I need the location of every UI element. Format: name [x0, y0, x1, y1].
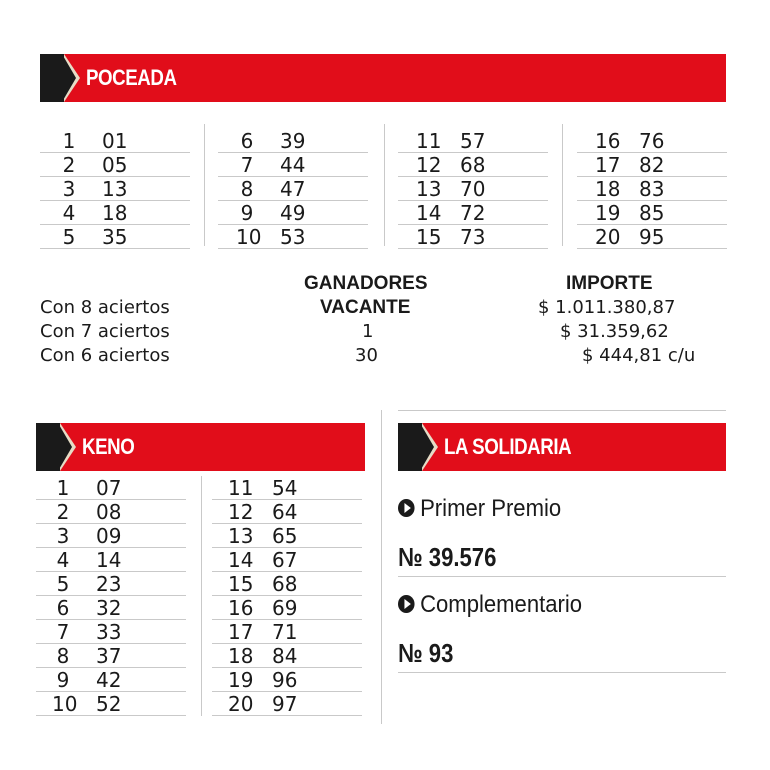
drawn-number: 57	[460, 129, 486, 153]
draw-position: 14	[416, 201, 442, 225]
result-row	[398, 177, 548, 201]
result-row	[212, 548, 362, 572]
result-row	[212, 620, 362, 644]
drawn-number: 54	[272, 476, 298, 500]
draw-position: 10	[236, 225, 262, 249]
result-row	[36, 668, 186, 692]
prize-label-7: Con 7 aciertos	[40, 321, 170, 342]
result-row	[398, 153, 548, 177]
result-row	[212, 524, 362, 548]
drawn-number: 71	[272, 620, 298, 644]
drawn-number: 42	[96, 668, 122, 692]
prize-importe-6: $ 444,81 c/u	[582, 345, 696, 366]
draw-position: 17	[228, 620, 254, 644]
result-row	[36, 644, 186, 668]
result-row	[218, 201, 368, 225]
ganadores-header: GANADORES	[304, 273, 428, 294]
result-row	[212, 596, 362, 620]
result-row	[40, 225, 190, 249]
draw-position: 1	[62, 129, 76, 153]
draw-position: 7	[56, 620, 70, 644]
draw-position: 16	[595, 129, 621, 153]
result-row	[212, 500, 362, 524]
prize-ganadores-6: 30	[355, 345, 378, 366]
result-row	[36, 548, 186, 572]
drawn-number: 13	[102, 177, 128, 201]
play-circle-icon	[398, 595, 415, 613]
result-row	[218, 153, 368, 177]
drawn-number: 35	[102, 225, 128, 249]
draw-position: 5	[62, 225, 76, 249]
prize-ganadores-7: 1	[362, 321, 374, 342]
drawn-number: 76	[639, 129, 665, 153]
drawn-number: 47	[280, 177, 306, 201]
chevron-inner	[58, 423, 72, 471]
drawn-number: 39	[280, 129, 306, 153]
result-row	[212, 692, 362, 716]
header-dark-block	[398, 423, 422, 471]
result-row	[218, 225, 368, 249]
draw-position: 20	[595, 225, 621, 249]
result-row	[40, 153, 190, 177]
drawn-number: 52	[96, 692, 122, 716]
draw-position: 1	[56, 476, 70, 500]
draw-position: 3	[56, 524, 70, 548]
result-row	[212, 644, 362, 668]
primer-premio-label: Primer Premio	[420, 495, 562, 522]
primer-premio-number: № 39.576	[398, 542, 497, 572]
drawn-number: 70	[460, 177, 486, 201]
draw-position: 18	[595, 177, 621, 201]
draw-position: 13	[416, 177, 442, 201]
draw-position: 11	[416, 129, 442, 153]
draw-position: 19	[595, 201, 621, 225]
poceada-header	[40, 54, 726, 102]
solidaria-header	[398, 423, 726, 471]
draw-position: 9	[56, 668, 70, 692]
drawn-number: 09	[96, 524, 122, 548]
prize-label-6: Con 6 aciertos	[40, 345, 170, 366]
result-row	[36, 692, 186, 716]
chevron-inner	[62, 54, 76, 102]
drawn-number: 33	[96, 620, 122, 644]
draw-position: 14	[228, 548, 254, 572]
drawn-number: 83	[639, 177, 665, 201]
keno-title: KENO	[82, 434, 135, 459]
draw-position: 12	[228, 500, 254, 524]
draw-position: 15	[228, 572, 254, 596]
drawn-number: 97	[272, 692, 298, 716]
drawn-number: 32	[96, 596, 122, 620]
drawn-number: 84	[272, 644, 298, 668]
drawn-number: 18	[102, 201, 128, 225]
draw-position: 8	[56, 644, 70, 668]
results-column	[40, 129, 190, 249]
drawn-number: 01	[102, 129, 128, 153]
complementario-number: № 93	[398, 638, 454, 668]
complementario-label: Complementario	[420, 591, 583, 618]
drawn-number: 95	[639, 225, 665, 249]
result-row	[398, 201, 548, 225]
draw-position: 15	[416, 225, 442, 249]
keno-header	[36, 423, 365, 471]
prize-importe-8: $ 1.011.380,87	[538, 297, 676, 318]
header-dark-block	[36, 423, 60, 471]
drawn-number: 49	[280, 201, 306, 225]
drawn-number: 72	[460, 201, 486, 225]
column-separator	[562, 124, 563, 246]
drawn-number: 05	[102, 153, 128, 177]
results-column	[577, 129, 727, 249]
result-row	[212, 572, 362, 596]
column-separator	[201, 476, 202, 716]
result-row	[218, 177, 368, 201]
result-row	[36, 524, 186, 548]
results-column	[36, 476, 186, 716]
draw-position: 10	[52, 692, 78, 716]
result-row	[577, 201, 727, 225]
draw-position: 2	[56, 500, 70, 524]
drawn-number: 96	[272, 668, 298, 692]
result-row	[577, 153, 727, 177]
draw-position: 13	[228, 524, 254, 548]
result-row	[36, 596, 186, 620]
result-row	[40, 129, 190, 153]
result-row	[577, 225, 727, 249]
results-column	[398, 129, 548, 249]
results-column	[218, 129, 368, 249]
result-row	[36, 620, 186, 644]
result-row	[398, 225, 548, 249]
draw-position: 6	[56, 596, 70, 620]
drawn-number: 69	[272, 596, 298, 620]
result-row	[36, 476, 186, 500]
column-separator	[204, 124, 205, 246]
draw-position: 5	[56, 572, 70, 596]
draw-position: 18	[228, 644, 254, 668]
drawn-number: 73	[460, 225, 486, 249]
draw-position: 9	[240, 201, 254, 225]
draw-position: 7	[240, 153, 254, 177]
prize-label-8: Con 8 aciertos	[40, 297, 170, 318]
chevron-inner	[420, 423, 434, 471]
drawn-number: 53	[280, 225, 306, 249]
result-row	[577, 177, 727, 201]
drawn-number: 68	[272, 572, 298, 596]
draw-position: 4	[56, 548, 70, 572]
drawn-number: 44	[280, 153, 306, 177]
draw-position: 16	[228, 596, 254, 620]
draw-position: 20	[228, 692, 254, 716]
poceada-title: POCEADA	[86, 65, 177, 90]
result-row	[36, 572, 186, 596]
drawn-number: 82	[639, 153, 665, 177]
draw-position: 12	[416, 153, 442, 177]
draw-position: 6	[240, 129, 254, 153]
result-row	[218, 129, 368, 153]
solidaria-rule-2	[398, 672, 726, 673]
result-row	[36, 500, 186, 524]
draw-position: 17	[595, 153, 621, 177]
solidaria-title: LA SOLIDARIA	[444, 434, 572, 459]
drawn-number: 07	[96, 476, 122, 500]
play-circle-icon	[398, 499, 415, 517]
section-divider	[381, 410, 382, 724]
drawn-number: 67	[272, 548, 298, 572]
draw-position: 2	[62, 153, 76, 177]
result-row	[40, 201, 190, 225]
solidaria-top-rule	[398, 410, 726, 411]
result-row	[577, 129, 727, 153]
result-row	[212, 476, 362, 500]
header-dark-block	[40, 54, 64, 102]
draw-position: 8	[240, 177, 254, 201]
complementario	[398, 590, 582, 620]
result-row	[398, 129, 548, 153]
prize-importe-7: $ 31.359,62	[560, 321, 669, 342]
result-row	[212, 668, 362, 692]
drawn-number: 85	[639, 201, 665, 225]
prize-ganadores-8: VACANTE	[320, 297, 411, 318]
drawn-number: 65	[272, 524, 298, 548]
drawn-number: 14	[96, 548, 122, 572]
drawn-number: 64	[272, 500, 298, 524]
draw-position: 4	[62, 201, 76, 225]
drawn-number: 68	[460, 153, 486, 177]
draw-position: 3	[62, 177, 76, 201]
draw-position: 19	[228, 668, 254, 692]
solidaria-rule-1	[398, 576, 726, 577]
primer-premio	[398, 494, 561, 524]
draw-position: 11	[228, 476, 254, 500]
importe-header: IMPORTE	[566, 273, 653, 294]
drawn-number: 23	[96, 572, 122, 596]
column-separator	[384, 124, 385, 246]
drawn-number: 37	[96, 644, 122, 668]
result-row	[40, 177, 190, 201]
drawn-number: 08	[96, 500, 122, 524]
results-column	[212, 476, 362, 716]
